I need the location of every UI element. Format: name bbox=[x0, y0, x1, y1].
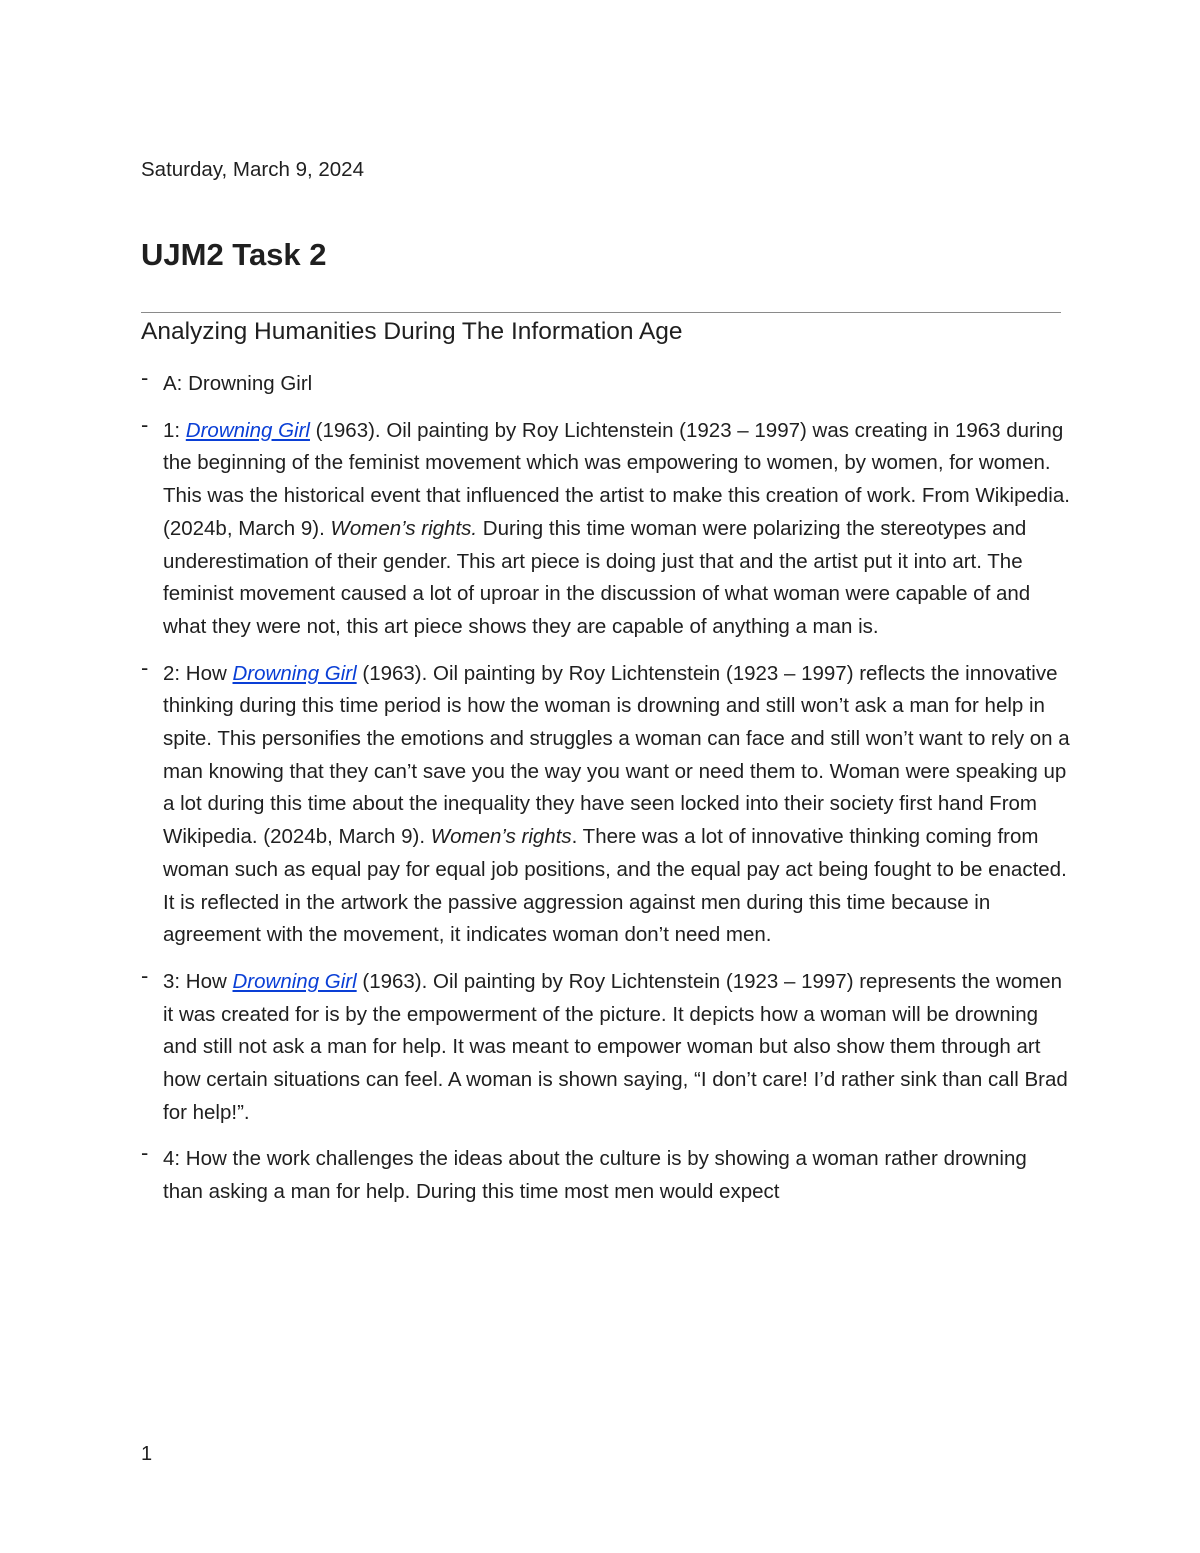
item-text: (1963). Oil painting by Roy Lichtenstein (1923 – 1997) was creating in 1963 during the beginning of the feminist movement which was empowering to women, by women, for women. This was the historical event that influenced the artist to make this creation of work. From Wikipedia. (2024b, March 9). bbox=[163, 418, 1070, 540]
item-prefix: 3: How bbox=[163, 969, 233, 993]
drowning-girl-link[interactable]: Drowning Girl bbox=[232, 969, 357, 993]
document-title: UJM2 Task 2 bbox=[141, 237, 327, 272]
dash-bullet-icon: - bbox=[141, 411, 149, 437]
item-prefix: 2: How bbox=[163, 661, 233, 685]
section-heading: Analyzing Humanities During The Information Age bbox=[141, 318, 683, 345]
drowning-girl-link[interactable]: Drowning Girl bbox=[185, 418, 310, 442]
list-item-a bbox=[141, 365, 1071, 401]
bullet-list bbox=[141, 365, 1071, 1223]
document-date: Saturday, March 9, 2024 bbox=[141, 158, 364, 181]
title-divider bbox=[141, 312, 1061, 313]
item-text: 4: How the work challenges the ideas about the culture is by showing a woman rather drowning than asking a man for help. During this time most men would expect bbox=[163, 1147, 1027, 1204]
list-item-1 bbox=[141, 411, 1071, 644]
item-text-continued: . There was a lot of innovative thinking coming from woman such as equal pay for equal job positions, and the equal pay act being fought to be enacted. It is reflected in the artwork the passive aggression against men during this time because in agreement with the movement, it indicates woman don’t need men. bbox=[163, 825, 1067, 947]
drowning-girl-link[interactable]: Drowning Girl bbox=[232, 661, 357, 685]
dash-bullet-icon: - bbox=[141, 365, 149, 390]
item-emphasis: Women’s rights. bbox=[330, 516, 478, 540]
item-text-continued: During this time woman were polarizing the stereotypes and underestimation of their gender. This art piece is doing just that and the artist put it into art. The feminist movement caused a lot of uproar in the discussion of what woman were capable of and what they were not, this art piece shows they are capable of anything a man is. bbox=[163, 516, 1031, 638]
list-item-2 bbox=[141, 654, 1071, 952]
item-text: (1963). Oil painting by Roy Lichtenstein (1923 – 1997) reflects the innovative thinking during this time period is how the woman is drowning and still won’t ask a man for help in spite. This personifies the emotions and struggles a woman can face and still won’t want to rely on a man knowing that they can’t save you the way you want or need them to. Woman were speaking up a lot during this time about the inequality they have seen locked into their society first hand From Wikipedia. (2024b, March 9). bbox=[163, 661, 1070, 849]
item-text: (1963). Oil painting by Roy Lichtenstein (1923 – 1997) represents the women it was created for is by the empowerment of the picture. It depicts how a woman will be drowning and still not ask a man for help. It was meant to empower woman but also show them through art how certain situations can feel. A woman is shown saying, “I don’t care! I’d rather sink than call Brad for help!”. bbox=[163, 969, 1068, 1124]
list-item-4 bbox=[141, 1140, 1071, 1208]
list-item-3 bbox=[141, 962, 1071, 1130]
dash-bullet-icon: - bbox=[141, 962, 149, 988]
item-emphasis: Women’s rights bbox=[430, 825, 572, 849]
item-prefix: 1: bbox=[163, 418, 186, 442]
page-number: 1 bbox=[141, 1443, 153, 1465]
dash-bullet-icon: - bbox=[141, 1140, 149, 1166]
item-text: A: Drowning Girl bbox=[163, 372, 313, 395]
dash-bullet-icon: - bbox=[141, 654, 149, 680]
